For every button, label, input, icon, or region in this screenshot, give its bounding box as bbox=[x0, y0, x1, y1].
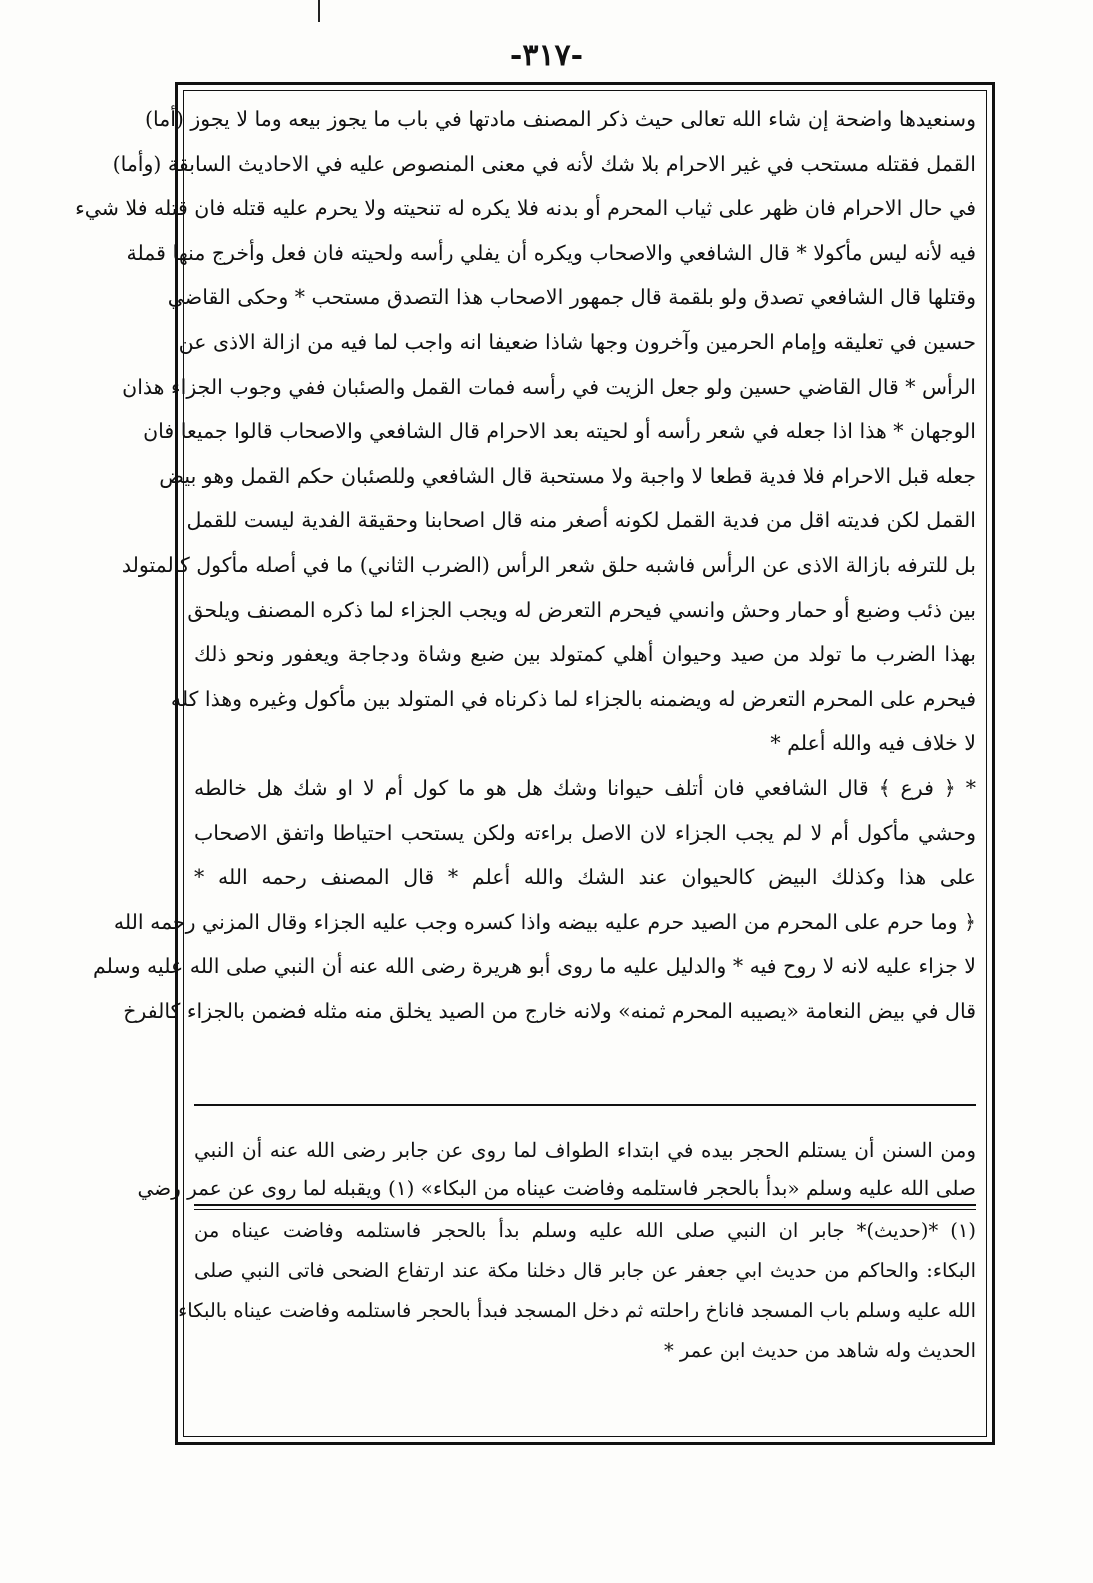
text-line: صلى الله عليه وسلم «بدأ بالحجر فاستلمه وفاضت عيناه من البكاء» (١) ويقبله لما روى عن عمر رضي bbox=[137, 1176, 976, 1200]
text-line: ومن السنن أن يستلم الحجر بيده في ابتداء الطواف لما روى عن جابر رضى الله عنه أن النبي bbox=[194, 1138, 976, 1162]
text-line: القمل فقتله مستحب في غير الاحرام بلا شك لأنه في معنى المنصوص عليه في الاحاديث السابقة (وأما) bbox=[112, 151, 976, 176]
footnote-line: الحديث وله شاهد من حديث ابن عمر * bbox=[663, 1339, 976, 1362]
text-line: وقتلها قال الشافعي تصدق ولو بلقمة قال جمهور الاصحاب هذا التصدق مستحب * وحكى القاضي bbox=[167, 285, 976, 310]
text-line: لا خلاف فيه والله أعلم * bbox=[770, 731, 976, 756]
text-line: بل للترفه بازالة الاذى عن الرأس فاشبه حلق شعر الرأس (الضرب الثاني) ما في أصله مأكول كالمتولد bbox=[121, 552, 976, 577]
text-line: قال في بيض النعامة «يصيبه المحرم ثمنه» ولانه خارج من الصيد يخلق منه مثله فضمن بالجزاء كالفرخ bbox=[123, 998, 976, 1023]
text-line: على هذا وكذلك البيض كالحيوان عند الشك والله أعلم * قال المصنف رحمه الله * bbox=[194, 865, 976, 890]
footnote bbox=[178, 1211, 976, 1371]
footnote-line: الله عليه وسلم باب المسجد فاناخ راحلته ثم دخل المسجد فبدأ بالحجر فاستلمه وفاضت عيناه بالبكاء bbox=[178, 1299, 976, 1322]
scan-mark bbox=[318, 0, 320, 22]
text-line: حسين في تعليقه وإمام الحرمين وآخرون وجها شاذا ضعيفا انه واجب لما فيه من ازالة الاذى عن bbox=[178, 329, 976, 354]
text-line: فيه لأنه ليس مأكولا * قال الشافعي والاصحاب ويكره أن يفلي رأسه ولحيته فان فعل وأخرج منها قملة bbox=[126, 240, 976, 265]
text-line: الوجهان * هذا اذا جعله في شعر رأسه أو لحيته بعد الاحرام قال الشافعي والاصحاب قالوا جميعا فان bbox=[143, 419, 976, 444]
text-line: ﴿ وما حرم على المحرم من الصيد حرم عليه بيضه واذا كسره وجب عليه الجزاء وقال المزني رحمه الله bbox=[113, 909, 976, 934]
footnote-line: (١) *(حديث)* جابر ان النبي صلى الله عليه وسلم بدأ بالحجر فاستلمه وفاضت عيناه من bbox=[194, 1219, 976, 1242]
text-line: * ﴿ فرع ﴾ قال الشافعي فان أتلف حيوانا وشك هل هو ما كول أم لا او شك هل خالطه bbox=[194, 775, 976, 800]
text-line: الرأس * قال القاضي حسين ولو جعل الزيت في رأسه فمات القمل والصئبان ففي وجوب الجزاء هذان bbox=[122, 374, 976, 399]
section-divider bbox=[194, 1104, 976, 1106]
text-line: في حال الاحرام فان ظهر على ثياب المحرم أو بدنه فلا يكره له تنحيته ولا يحرم عليه قتله فان قتله فلا شيء bbox=[75, 196, 976, 221]
footnote-line: البكاء: والحاكم من حديث ابي جعفر عن جابر قال دخلنا مكة عند ارتفاع الضحى فاتى النبي صلى bbox=[194, 1259, 976, 1282]
page-frame bbox=[75, 82, 995, 1445]
lower-text bbox=[137, 1131, 976, 1207]
text-line: بهذا الضرب ما تولد من صيد وحيوان أهلي كمتولد بين ضبع وشاة ودجاجة ويعفور ونحو ذلك bbox=[194, 642, 976, 667]
text-line: القمل لكن فديته اقل من فدية القمل لكونه أصغر منه قال اصحابنا وحقيقة الفدية ليست للقمل bbox=[186, 508, 976, 533]
text-line: وسنعيدها واضحة إن شاء الله تعالى حيث ذكر المصنف مادتها في باب ما يجوز بيعه وما لا يجوز (أما) bbox=[144, 107, 976, 131]
text-line: بين ذئب وضبع أو حمار وحش وانسي فيحرم التعرض له ويجب الجزاء لما ذكره المصنف ويلحق bbox=[187, 597, 976, 622]
text-line: لا جزاء عليه لانه لا روح فيه * والدليل عليه ما روى أبو هريرة رضى الله عنه أن النبي صلى الله عليه وسلم bbox=[93, 954, 976, 979]
page-frame-inner bbox=[75, 90, 987, 1437]
text-line: وحشي مأكول أم لا لم يجب الجزاء لان الاصل براءته ولكن يستحب احتياطا واتفق الاصحاب bbox=[194, 820, 976, 845]
footnote-divider bbox=[194, 1204, 976, 1206]
text-line: فيحرم على المحرم التعرض له ويضمنه بالجزاء لما ذكرناه في المتولد بين مأكول وغيره وهذا كله bbox=[170, 686, 976, 711]
page-number: -٣١٧- bbox=[509, 38, 584, 73]
footnote-divider-thin bbox=[194, 1209, 976, 1210]
text-line: جعله قبل الاحرام فلا فدية قطعا لا واجبة ولا مستحبة قال الشافعي وللصئبان حكم القمل وهو بيض bbox=[159, 463, 976, 488]
main-text bbox=[75, 97, 976, 1033]
